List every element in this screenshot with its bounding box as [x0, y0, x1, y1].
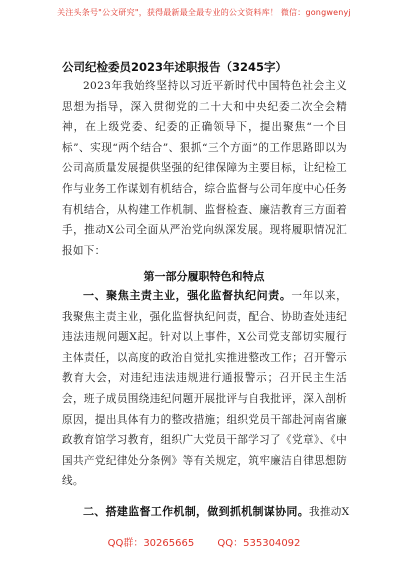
- footer-qq: QQ：535304092: [217, 538, 301, 549]
- subsection-1-body: 一年以来，我聚焦主责主业，强化监督执纪问责，配合、协助查处违纪违法违规问题X起。针对以上事件，X公司党支部切实履行主体责任，以高度的政治自觉扎实推进整改工作；召开警示教育大会，对违纪违法违规进行通报警示；召开民主生活会，班子成员围绕违纪问题开展批评与自我批评，深入剖析原因，提出具体有力的整改措施；组织党员干部赴河南省廉政教育馆学习教育，组织广大党员干部学习了《党章》、《中国共产党纪律处分条例》等有关规定，筑牢廉洁自律思想防线。: [62, 290, 348, 488]
- subsection-1: [62, 286, 347, 492]
- section-heading: 第一部分履职特色和特点: [143, 270, 265, 283]
- document-title: 公司纪检委员2023年述职报告（3245字）: [62, 60, 288, 74]
- subsection-1-heading: 一、聚焦主责主业，强化监督执纪问责。: [83, 289, 292, 302]
- subsection-2-heading: 二、搭建监督工作机制，做到抓机制谋协同。: [83, 505, 309, 518]
- header-banner: 关注头条号"公文研究"，获得最新最全最专业的公文资料库！ 微信：gongwenyj: [57, 8, 351, 17]
- footer-qq-group: QQ群：30265665: [107, 538, 195, 549]
- subsection-2: [62, 502, 352, 523]
- intro-paragraph: 2023年我始终坚持以习近平新时代中国特色社会主义思想为指导，深入贯彻党的二十大和中央纪委二次全会精神，在上级党委、纪委的正确领导下，提出聚焦“一个目标”、实现“两个结合”、狠抓“三个方面”的工作思路即以为公司高质量发展提供坚强的纪律保障为主要目标，让纪检工作与业务工作谋划有机结合，综合监督与公司年度中心任务有机结合，从构建工作机制、监督检查、廉洁教育三方面着手，推动X公司全面从严治党向纵深发展。现将履职情况汇报如下：: [62, 80, 347, 257]
- subsection-2-body: 我推动X: [309, 506, 350, 518]
- footer-contact: [0, 534, 408, 549]
